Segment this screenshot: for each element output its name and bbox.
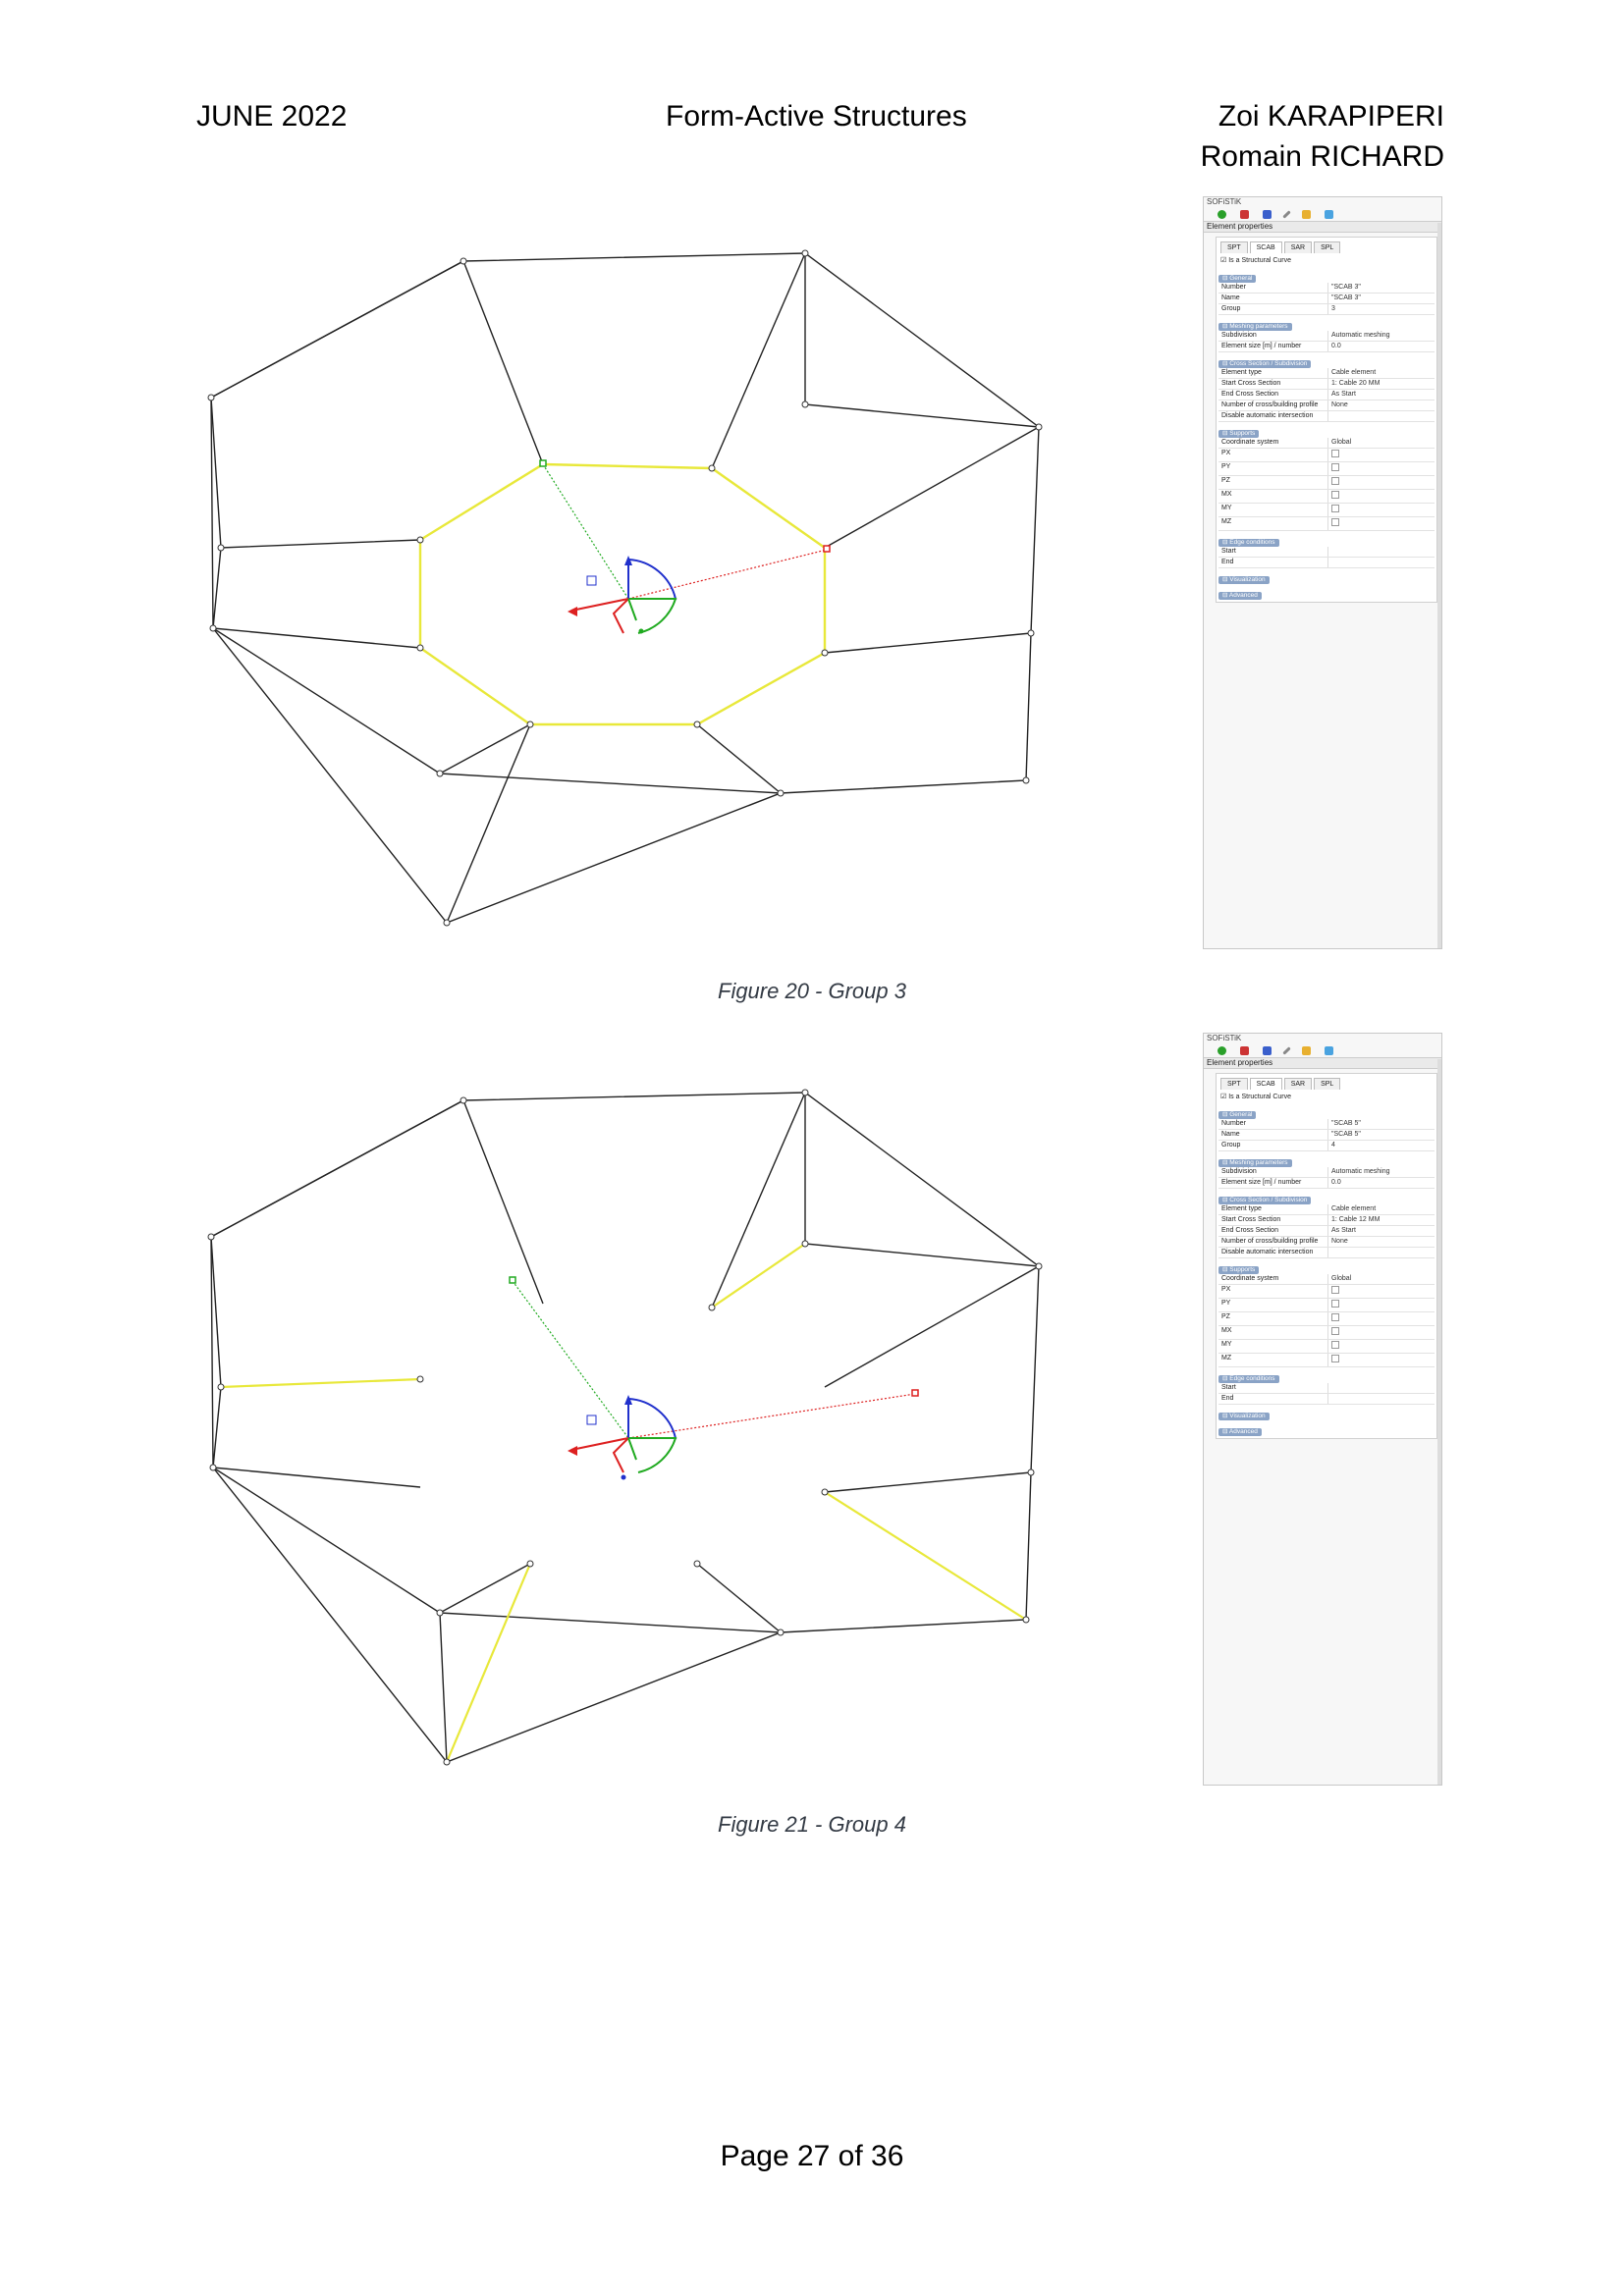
property-key: Coordinate system xyxy=(1221,1275,1279,1282)
figure-caption-1: Figure 20 - Group 3 xyxy=(718,979,906,1003)
property-value[interactable] xyxy=(1327,1340,1435,1353)
property-value[interactable]: Cable element xyxy=(1327,1204,1435,1214)
property-row xyxy=(1218,331,1435,342)
property-value[interactable] xyxy=(1327,504,1435,516)
support-checkbox[interactable] xyxy=(1331,1341,1339,1349)
property-row xyxy=(1218,547,1435,558)
property-key: PY xyxy=(1221,463,1231,470)
property-value[interactable] xyxy=(1327,1354,1435,1366)
property-row xyxy=(1218,368,1435,379)
property-row xyxy=(1218,1340,1435,1354)
property-value[interactable]: None xyxy=(1327,1237,1435,1247)
property-key: Coordinate system xyxy=(1221,439,1279,446)
figure-caption-2: Figure 21 - Group 4 xyxy=(718,1812,906,1837)
property-value[interactable]: "SCAB 5" xyxy=(1327,1130,1435,1140)
panel-sections xyxy=(1217,273,1436,600)
tab-spl[interactable]: SPL xyxy=(1314,241,1340,253)
property-value[interactable]: Automatic meshing xyxy=(1327,1167,1435,1177)
properties-icon[interactable] xyxy=(1325,210,1333,219)
property-row xyxy=(1218,517,1435,531)
folder-icon[interactable] xyxy=(1302,1046,1311,1055)
property-row xyxy=(1218,1285,1435,1299)
property-row xyxy=(1218,411,1435,422)
property-value[interactable] xyxy=(1327,462,1435,475)
property-row xyxy=(1218,462,1435,476)
pencil-icon[interactable] xyxy=(1282,210,1290,218)
support-checkbox[interactable] xyxy=(1331,1313,1339,1321)
property-row xyxy=(1218,1394,1435,1405)
property-key: Start Cross Section xyxy=(1221,380,1281,387)
property-row xyxy=(1218,1248,1435,1258)
property-key: Element size [m] / number xyxy=(1221,1179,1302,1186)
property-value[interactable] xyxy=(1327,517,1435,530)
section-header[interactable]: ⊟ Supports xyxy=(1218,430,1259,438)
property-value[interactable] xyxy=(1327,547,1435,557)
folder-icon[interactable] xyxy=(1302,210,1311,219)
property-value[interactable]: "SCAB 3" xyxy=(1327,294,1435,303)
support-checkbox[interactable] xyxy=(1331,505,1339,512)
property-value[interactable]: 1: Cable 20 MM xyxy=(1327,379,1435,389)
support-checkbox[interactable] xyxy=(1331,1300,1339,1308)
property-row xyxy=(1218,1215,1435,1226)
panel-scrollbar[interactable] xyxy=(1437,1059,1441,1785)
section-edge-conditions xyxy=(1218,537,1435,568)
tab-scab[interactable]: SCAB xyxy=(1250,1078,1282,1090)
property-key: Number of cross/building profile xyxy=(1221,1238,1319,1245)
wireframe-figure-group-4 xyxy=(196,1075,1060,1791)
property-key: Element type xyxy=(1221,369,1262,376)
properties-icon[interactable] xyxy=(1325,1046,1333,1055)
property-row xyxy=(1218,504,1435,517)
property-row xyxy=(1218,1274,1435,1285)
property-key: End Cross Section xyxy=(1221,391,1278,398)
property-row xyxy=(1218,1354,1435,1367)
property-row xyxy=(1218,283,1435,294)
section-header[interactable]: ⊟ General xyxy=(1218,1111,1256,1119)
wireframe-figure-group-3 xyxy=(196,236,1060,952)
property-row xyxy=(1218,390,1435,400)
section-header[interactable]: ⊟ Advanced xyxy=(1218,1428,1262,1436)
section-meshing-parameters xyxy=(1218,321,1435,352)
material-icon[interactable] xyxy=(1263,210,1272,219)
section-header[interactable]: ⊟ Edge conditions xyxy=(1218,539,1279,547)
panel-title: SOFiSTiK xyxy=(1207,197,1242,206)
support-checkbox[interactable] xyxy=(1331,1355,1339,1362)
property-key: Element type xyxy=(1221,1205,1262,1212)
section-header[interactable]: ⊟ Cross Section / Subdivision xyxy=(1218,360,1311,368)
panel-tabs xyxy=(1217,238,1436,253)
property-row xyxy=(1218,379,1435,390)
property-value[interactable] xyxy=(1327,1383,1435,1393)
property-key: Name xyxy=(1221,294,1240,301)
property-value[interactable] xyxy=(1327,449,1435,461)
header-author-1: Zoi KARAPIPERI xyxy=(1218,100,1444,133)
support-checkbox[interactable] xyxy=(1331,477,1339,485)
property-row xyxy=(1218,449,1435,462)
property-key: Start xyxy=(1221,548,1236,555)
support-checkbox[interactable] xyxy=(1331,1286,1339,1294)
structural-curve-checkbox[interactable]: ☑ Is a Structural Curve xyxy=(1220,257,1292,264)
tab-sar[interactable]: SAR xyxy=(1284,1078,1312,1090)
section-general xyxy=(1218,273,1435,315)
property-value[interactable] xyxy=(1327,558,1435,567)
property-row xyxy=(1218,1237,1435,1248)
property-key: Subdivision xyxy=(1221,1168,1257,1175)
property-key: Subdivision xyxy=(1221,332,1257,339)
property-key: Start xyxy=(1221,1384,1236,1391)
section-icon[interactable] xyxy=(1240,210,1249,219)
section-meshing-parameters xyxy=(1218,1157,1435,1189)
element-properties-panel xyxy=(1203,1033,1442,1786)
property-value[interactable]: 4 xyxy=(1327,1141,1435,1150)
property-key: PY xyxy=(1221,1300,1231,1307)
support-checkbox[interactable] xyxy=(1331,1327,1339,1335)
property-key: PX xyxy=(1221,450,1231,456)
highlighted-cables xyxy=(221,1244,1026,1762)
support-checkbox[interactable] xyxy=(1331,450,1339,457)
property-key: Group xyxy=(1221,305,1241,312)
page-number: Page 27 of 36 xyxy=(720,2140,904,2172)
panel-subtitle: Element properties xyxy=(1204,222,1441,233)
property-key: MZ xyxy=(1221,1355,1232,1362)
structural-curve-checkbox[interactable]: ☑ Is a Structural Curve xyxy=(1220,1094,1292,1100)
property-row xyxy=(1218,490,1435,504)
section-supports xyxy=(1218,428,1435,531)
property-key: MZ xyxy=(1221,518,1232,525)
property-key: MX xyxy=(1221,491,1232,498)
section-visualization xyxy=(1218,1411,1435,1420)
property-value[interactable]: "SCAB 5" xyxy=(1327,1119,1435,1129)
property-value[interactable]: "SCAB 3" xyxy=(1327,283,1435,293)
property-key: Start Cross Section xyxy=(1221,1216,1281,1223)
property-value[interactable]: Cable element xyxy=(1327,368,1435,378)
property-value[interactable] xyxy=(1327,1312,1435,1325)
property-value[interactable] xyxy=(1327,490,1435,503)
pencil-icon[interactable] xyxy=(1282,1046,1290,1054)
property-row xyxy=(1218,558,1435,568)
section-general xyxy=(1218,1109,1435,1151)
property-key: PZ xyxy=(1221,1313,1230,1320)
property-value[interactable]: 1: Cable 12 MM xyxy=(1327,1215,1435,1225)
section-icon[interactable] xyxy=(1240,1046,1249,1055)
header-author-2: Romain RICHARD xyxy=(1200,140,1444,173)
property-key: End xyxy=(1221,1395,1234,1402)
property-row xyxy=(1218,438,1435,449)
section-header[interactable]: ⊟ Visualization xyxy=(1218,576,1270,584)
tab-spt[interactable]: SPT xyxy=(1220,241,1248,253)
property-row xyxy=(1218,1204,1435,1215)
property-value[interactable]: Global xyxy=(1327,1274,1435,1284)
property-row xyxy=(1218,476,1435,490)
highlighted-cable-loop xyxy=(420,464,825,724)
property-key: Group xyxy=(1221,1142,1241,1148)
property-value[interactable]: 0.0 xyxy=(1327,342,1435,351)
property-row xyxy=(1218,1312,1435,1326)
panel-scrollbar[interactable] xyxy=(1437,223,1441,948)
section-header[interactable]: ⊟ Advanced xyxy=(1218,592,1262,600)
panel-body xyxy=(1216,237,1437,603)
section-edge-conditions xyxy=(1218,1373,1435,1405)
section-header[interactable]: ⊟ Edge conditions xyxy=(1218,1375,1279,1383)
section-header[interactable]: ⊟ Meshing parameters xyxy=(1218,1159,1292,1167)
property-value[interactable] xyxy=(1327,1394,1435,1404)
support-checkbox[interactable] xyxy=(1331,491,1339,499)
material-icon[interactable] xyxy=(1263,1046,1272,1055)
property-key: MX xyxy=(1221,1327,1232,1334)
property-value[interactable] xyxy=(1327,1248,1435,1257)
property-key: Disable automatic intersection xyxy=(1221,1249,1314,1255)
property-value[interactable] xyxy=(1327,1285,1435,1298)
property-value[interactable]: Automatic meshing xyxy=(1327,331,1435,341)
property-key: MY xyxy=(1221,505,1232,511)
property-row xyxy=(1218,1119,1435,1130)
panel-toolbar xyxy=(1204,1043,1441,1058)
property-row xyxy=(1218,1141,1435,1151)
section-advanced xyxy=(1218,1426,1435,1436)
property-row xyxy=(1218,1226,1435,1237)
property-row xyxy=(1218,304,1435,315)
property-key: End xyxy=(1221,559,1234,565)
property-key: MY xyxy=(1221,1341,1232,1348)
tab-scab[interactable]: SCAB xyxy=(1250,241,1282,253)
property-key: Element size [m] / number xyxy=(1221,343,1302,349)
property-key: Name xyxy=(1221,1131,1240,1138)
section-header[interactable]: ⊟ Cross Section / Subdivision xyxy=(1218,1197,1311,1204)
support-checkbox[interactable] xyxy=(1331,463,1339,471)
property-row xyxy=(1218,1130,1435,1141)
panel-title: SOFiSTiK xyxy=(1207,1034,1242,1042)
property-key: Number xyxy=(1221,284,1246,291)
property-value[interactable] xyxy=(1327,411,1435,421)
section-cross-section-subdivision xyxy=(1218,358,1435,422)
property-value[interactable]: 0.0 xyxy=(1327,1178,1435,1188)
support-checkbox[interactable] xyxy=(1331,518,1339,526)
property-value[interactable]: Global xyxy=(1327,438,1435,448)
property-row xyxy=(1218,1326,1435,1340)
property-value[interactable] xyxy=(1327,476,1435,489)
property-value[interactable]: None xyxy=(1327,400,1435,410)
panel-sections xyxy=(1217,1109,1436,1436)
property-row xyxy=(1218,342,1435,352)
tab-sar[interactable]: SAR xyxy=(1284,241,1312,253)
property-row xyxy=(1218,1299,1435,1312)
property-value[interactable] xyxy=(1327,1326,1435,1339)
property-row xyxy=(1218,294,1435,304)
section-supports xyxy=(1218,1264,1435,1367)
property-row xyxy=(1218,1178,1435,1189)
panel-toolbar xyxy=(1204,207,1441,222)
section-header[interactable]: ⊟ Supports xyxy=(1218,1266,1259,1274)
section-cross-section-subdivision xyxy=(1218,1195,1435,1258)
property-key: Number xyxy=(1221,1120,1246,1127)
panel-tabs xyxy=(1217,1074,1436,1090)
property-key: End Cross Section xyxy=(1221,1227,1278,1234)
sphere-icon[interactable] xyxy=(1218,210,1226,219)
tab-spt[interactable]: SPT xyxy=(1220,1078,1248,1090)
header-date: JUNE 2022 xyxy=(196,100,348,133)
sphere-icon[interactable] xyxy=(1218,1046,1226,1055)
section-header[interactable]: ⊟ General xyxy=(1218,275,1256,283)
section-header[interactable]: ⊟ Meshing parameters xyxy=(1218,323,1292,331)
section-visualization xyxy=(1218,574,1435,584)
panel-body xyxy=(1216,1073,1437,1439)
property-value[interactable]: 3 xyxy=(1327,304,1435,314)
property-value[interactable] xyxy=(1327,1299,1435,1311)
property-key: Number of cross/building profile xyxy=(1221,401,1319,408)
property-row xyxy=(1218,1383,1435,1394)
property-value[interactable]: As Start xyxy=(1327,390,1435,400)
property-key: PX xyxy=(1221,1286,1231,1293)
section-header[interactable]: ⊟ Visualization xyxy=(1218,1413,1270,1420)
section-advanced xyxy=(1218,590,1435,600)
tab-spl[interactable]: SPL xyxy=(1314,1078,1340,1090)
panel-subtitle: Element properties xyxy=(1204,1058,1441,1069)
header-title: Form-Active Structures xyxy=(666,100,967,133)
axis-gizmo xyxy=(540,460,830,634)
element-properties-panel xyxy=(1203,196,1442,949)
property-row xyxy=(1218,400,1435,411)
property-key: PZ xyxy=(1221,477,1230,484)
property-key: Disable automatic intersection xyxy=(1221,412,1314,419)
property-value[interactable]: As Start xyxy=(1327,1226,1435,1236)
property-row xyxy=(1218,1167,1435,1178)
